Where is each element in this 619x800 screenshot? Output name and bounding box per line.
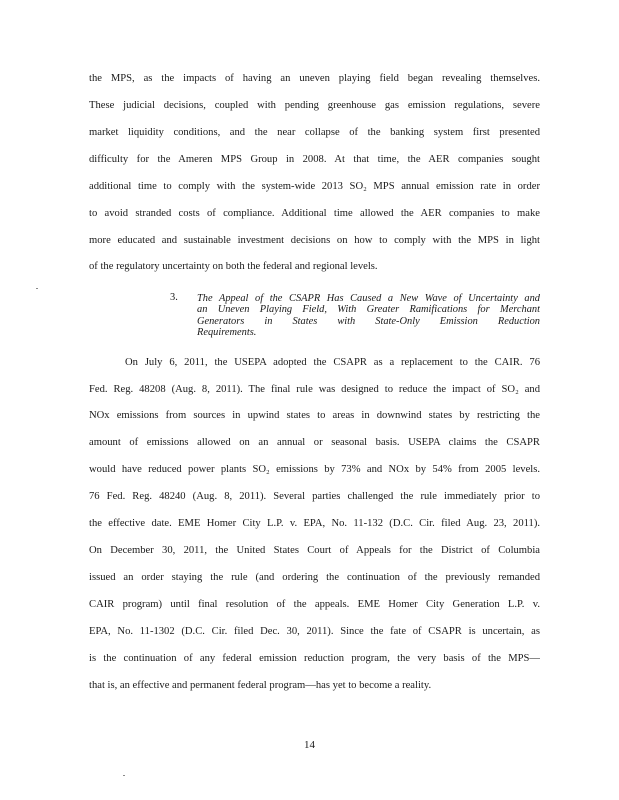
scan-speck xyxy=(36,288,38,289)
text-line: 76 Fed. Reg. 48240 (Aug. 8, 2011). Several parties challenged the rule immediately prior to xyxy=(89,491,540,502)
text-line: would have reduced power plants SO₂ emissions by 73% and NOx by 54% from 2005 levels. xyxy=(89,464,540,475)
text-line: more educated and sustainable investment decisions on how to comply with the MPS in light xyxy=(89,235,540,246)
text-line: On July 6, 2011, the USEPA adopted the CSAPR as a replacement to the CAIR. 76 xyxy=(125,357,540,368)
text-line: market liquidity conditions, and the near collapse of the banking system first presented xyxy=(89,127,540,138)
text-line: the effective date. EME Homer City L.P. v. EPA, No. 11-132 (D.C. Cir. filed Aug. 23, 2011). xyxy=(89,518,540,529)
heading-line: Generators in States with State-Only Emission Reduction xyxy=(197,316,540,327)
heading-line: an Uneven Playing Field, With Greater Ramifications for Merchant xyxy=(197,304,540,315)
text-line: Fed. Reg. 48208 (Aug. 8, 2011). The final rule was designed to reduce the impact of SO₂ and xyxy=(89,384,540,395)
text-line: difficulty for the Ameren MPS Group in 2008. At that time, the AER companies sought xyxy=(89,154,540,165)
text-line: the MPS, as the impacts of having an uneven playing field began revealing themselves. xyxy=(89,73,540,84)
text-line: of the regulatory uncertainty on both the federal and regional levels. xyxy=(89,261,378,272)
page-number: 14 xyxy=(304,739,315,751)
scan-speck xyxy=(123,775,125,776)
text-line: NOx emissions from sources in upwind states to areas in downwind states by restricting the xyxy=(89,410,540,421)
text-line: issued an order staying the rule (and ordering the continuation of the previously remanded xyxy=(89,572,540,583)
section-number: 3. xyxy=(170,292,178,303)
text-line: to avoid stranded costs of compliance. Additional time allowed the AER companies to make xyxy=(89,208,540,219)
text-line: that is, an effective and permanent federal program—has yet to become a reality. xyxy=(89,680,432,691)
text-line: CAIR program) until final resolution of the appeals. EME Homer City Generation L.P. v. xyxy=(89,599,540,610)
text-line: amount of emissions allowed on an annual or seasonal basis. USEPA claims the CSAPR xyxy=(89,437,540,448)
text-line: is the continuation of any federal emission reduction program, the very basis of the MPS— xyxy=(89,653,540,664)
heading-line: The Appeal of the CSAPR Has Caused a New Wave of Uncertainty and xyxy=(197,293,540,304)
text-line: These judicial decisions, coupled with pending greenhouse gas emission regulations, severe xyxy=(89,100,540,111)
text-line: additional time to comply with the system-wide 2013 SO₂ MPS annual emission rate in order xyxy=(89,181,540,192)
text-line: On December 30, 2011, the United States Court of Appeals for the District of Columbia xyxy=(89,545,540,556)
text-line: EPA, No. 11-1302 (D.C. Cir. filed Dec. 30, 2011). Since the fate of CSAPR is uncertain, as xyxy=(89,626,540,637)
heading-line: Requirements. xyxy=(197,327,257,338)
